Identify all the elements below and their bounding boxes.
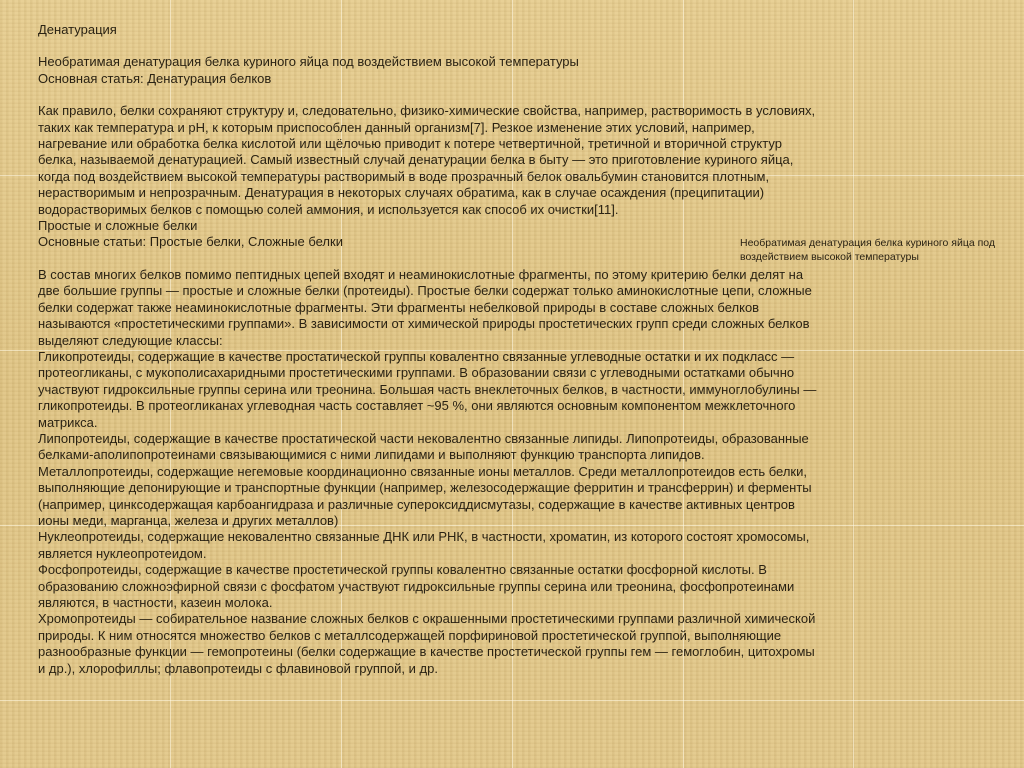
figure-subtitle: Необратимая денатурация белка куриного яйца под воздействием высокой температуры	[38, 54, 579, 70]
paragraph-metalloproteins: Металлопротеиды, содержащие негемовые координационно связанные ионы металлов. Среди металлопротеидов есть белки, выполняющие депонирующие и транспортные функции (например, железосодержащие ферритин и трансферрин) и ферменты (например, цинксодержащая карбоангидраза и различные супероксиддисмутазы, содержащие в качестве активных центров ионы меди, марганца, железа и других металлов)	[38, 463, 812, 528]
paragraph-phosphoproteins: Фосфопротеиды, содержащие в качестве простетической группы ковалентно связанные остатки фосфорной кислоты. В образованию сложноэфирной связи с фосфатом участвуют гидроксильные группы серина или треонина, фосфопротеинами являются, в частности, казеин молока.	[38, 562, 795, 610]
paragraph-chromoproteins: Хромопротеиды — собирательное название сложных белков с окрашенными простетическими группами различной химической природы. К ним относятся множество белков с металлсодержащей порфириновой простетической группой, выполняющие разнообразные функции — гемопротеины (белки содержащие в качестве простетической группы гем — гемоглобин, цитохромы и др.), хлорофиллы; флавопротеиды с флавиновой группой, и др.	[38, 611, 816, 676]
page-title: Денатурация	[38, 22, 117, 37]
paragraph-lipoproteins: Липопротеиды, содержащие в качестве простатической части нековалентно связанные липиды. Липопротеиды, образованные белками-аполипопротеинами связывающимися с ними липидами и выполняют функцию транспорта липидов.	[38, 430, 809, 463]
article-body	[38, 22, 818, 677]
paragraph-nucleoproteins: Нуклеопротеиды, содержащие нековалентно связанные ДНК или РНК, в частности, хроматин, из которого состоят хромосомы, является нуклеопротеидом.	[38, 529, 810, 561]
section-title: Простые и сложные белки	[38, 218, 198, 234]
grid-line	[0, 700, 1024, 701]
main-article-link: Основная статья: Денатурация белков	[38, 70, 272, 86]
paragraph-complex-proteins: В состав многих белков помимо пептидных цепей входят и неаминокислотные фрагменты, по этому критерию белки делят на две большие группы — простые и сложные белки (протеиды). Простые белки содержат только аминокислотные цепи, сложные белки содержат также неаминокислотные фрагменты. Эти фрагменты небелковой природы в составе сложных белков называются «простетическими группами». В зависимости от химической природы простетических групп среди сложных белков выделяют следующие классы:	[38, 266, 812, 348]
paragraph-denaturation: Как правило, белки сохраняют структуру и, следовательно, физико-химические свойства, например, растворимость в условиях, таких как температура и pH, к которым приспособлен данный организм[7]. Резкое изменение этих условий, например, нагревание или обработка белка кислотой или щёлочью приводит к потере четвертичной, третичной и вторичной структур белка, называемой денатурацией. Самый известный случай денатурации белка в быту — это приготовление куриного яйца, когда под воздействием высокой температуры растворимый в воде прозрачный белок овальбумин становится плотным, нерастворимым и непрозрачным. Денатурация в некоторых случаях обратима, как в случае осаждения (преципитации) водорастворимых белков с помощью солей аммония, и используется как способ их очистки[11].	[38, 103, 816, 217]
grid-line	[853, 0, 854, 768]
main-articles-link: Основные статьи: Простые белки, Сложные белки	[38, 234, 343, 250]
image-caption: Необратимая денатурация белка куриного яйца под воздействием высокой температуры	[740, 237, 996, 263]
paragraph-glycoproteins: Гликопротеиды, содержащие в качестве простатической группы ковалентно связанные углеводные остатки и их подкласс — протеогликаны, с мукополисахаридными простетическими группами. В образовании связи с углеводными остатками обычно участвуют гидроксильные группы серина или треонина. Большая часть внеклеточных белков, в частности, иммуноглобулины — гликопротеиды. В протеогликанах углеводная часть составляет ~95 %, они являются основным компонентом межклеточного матрикса.	[38, 348, 817, 430]
